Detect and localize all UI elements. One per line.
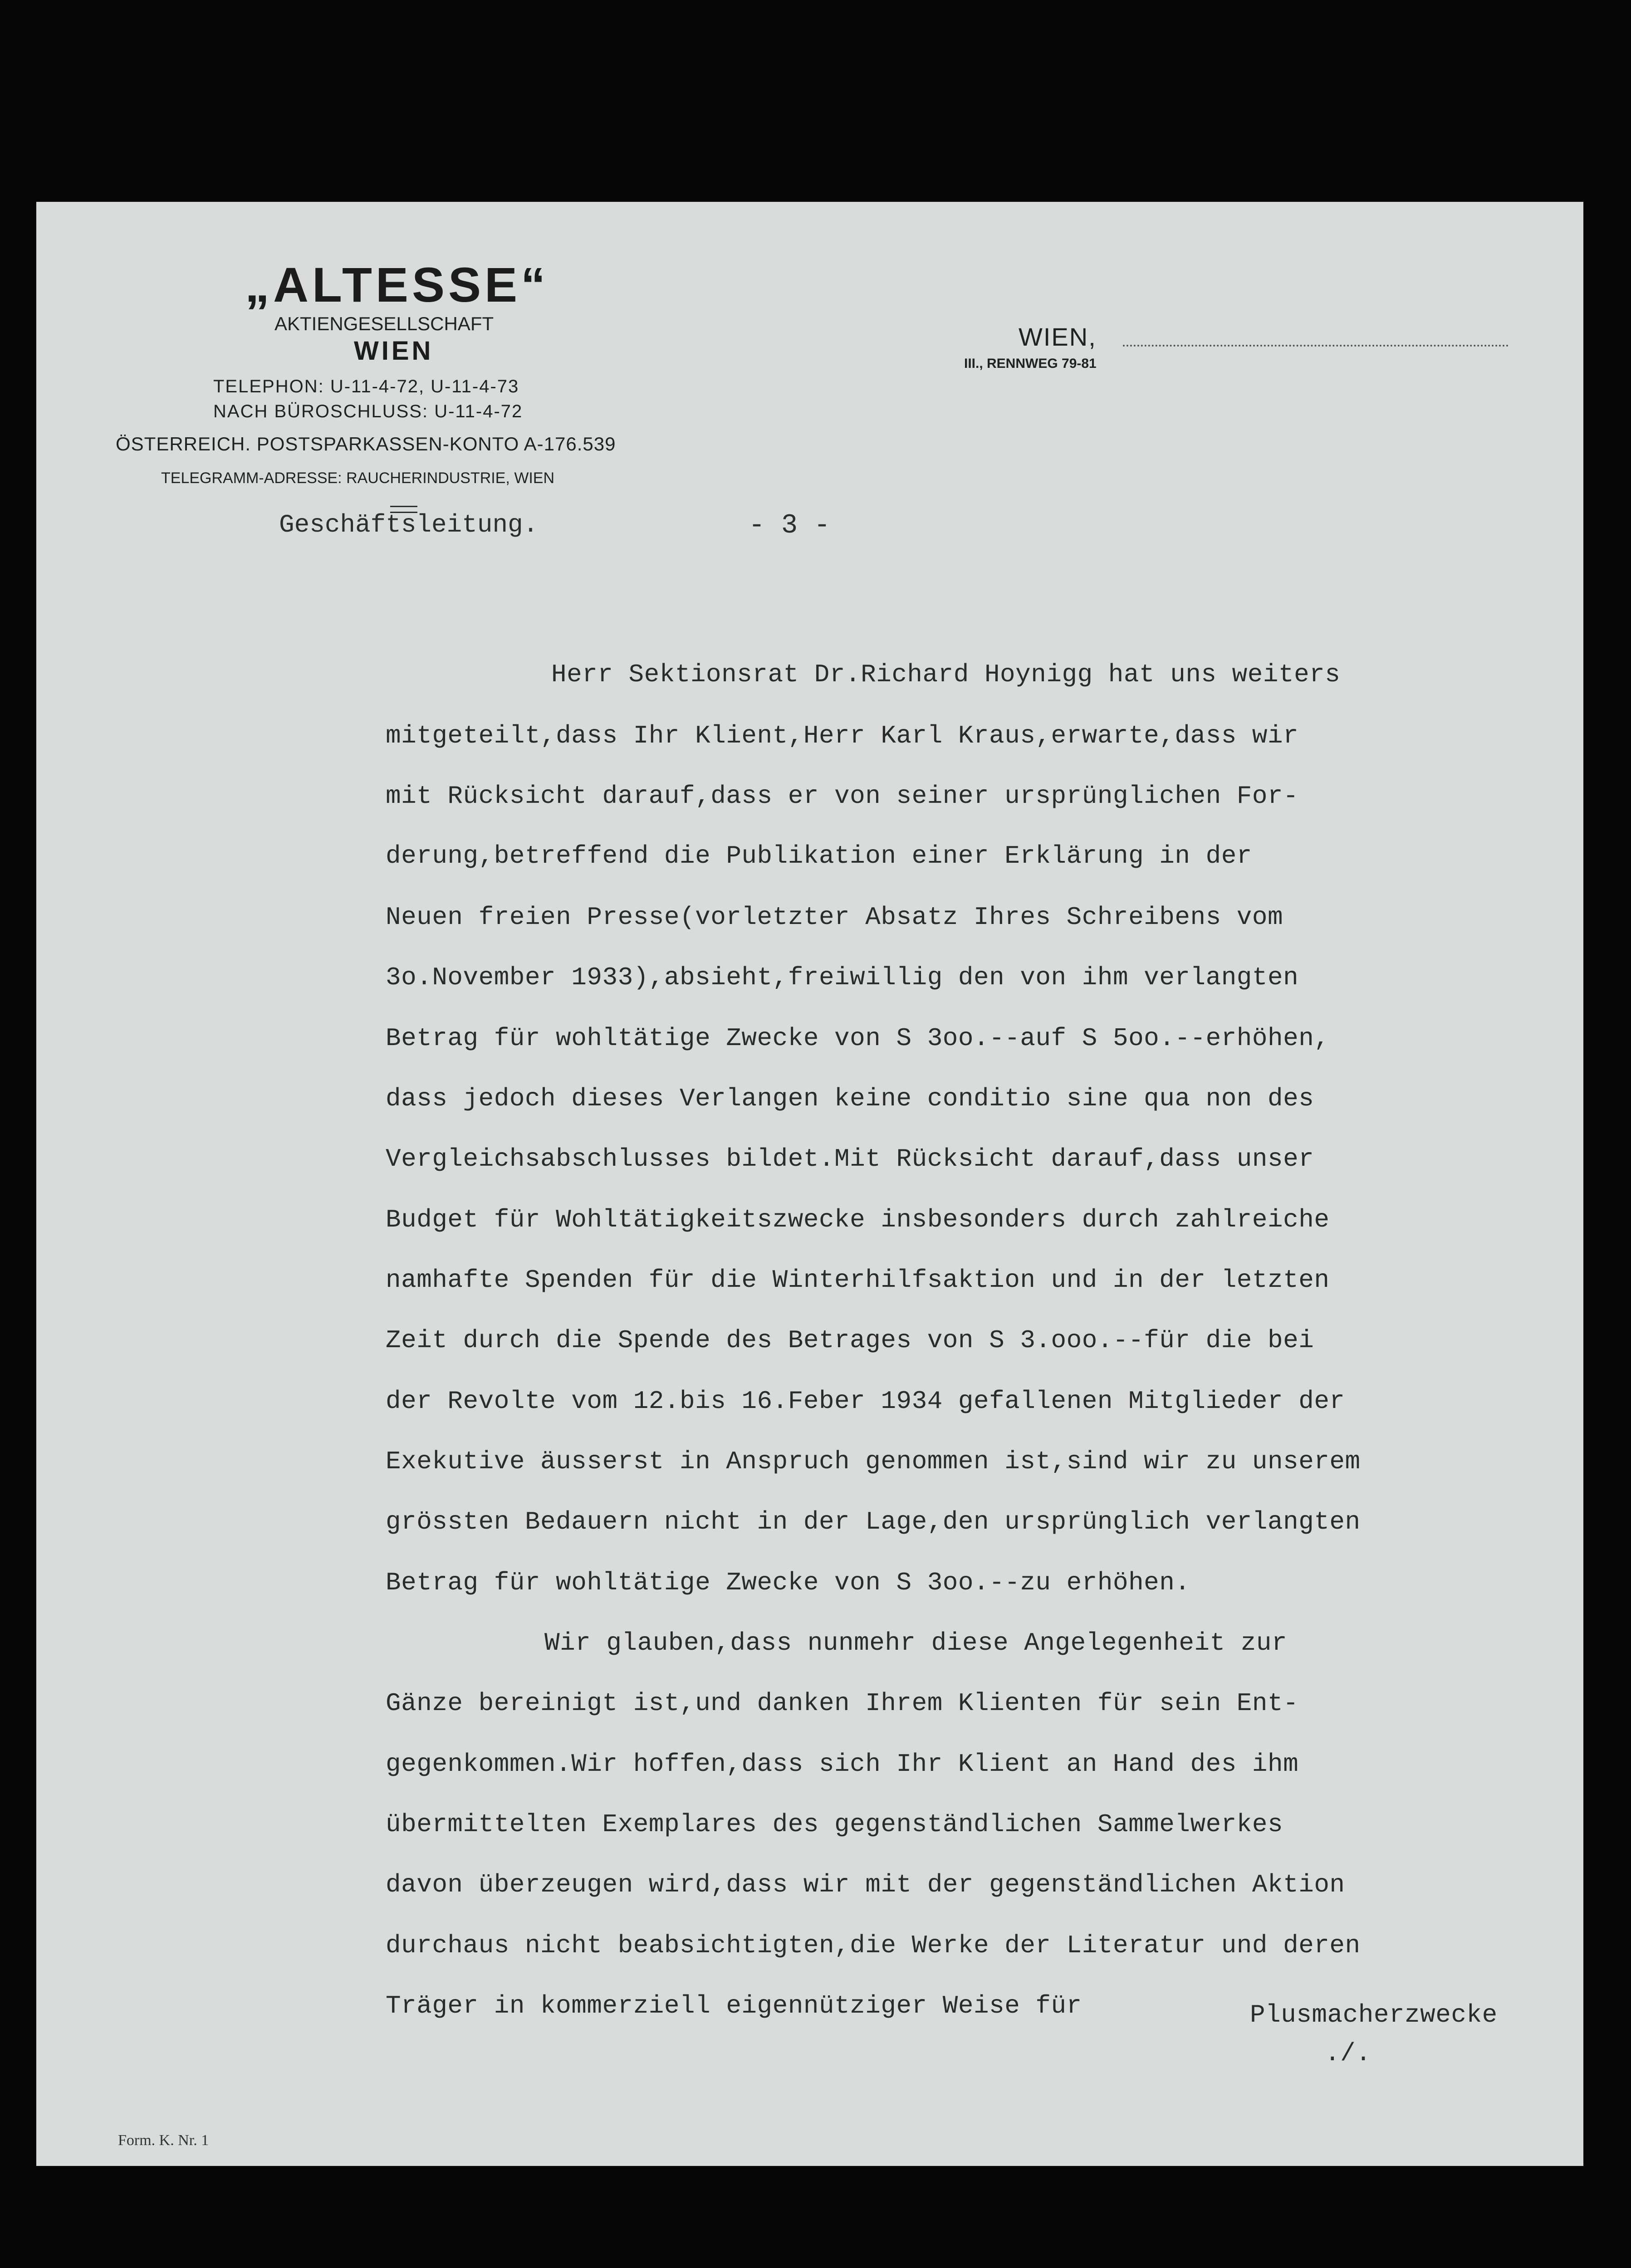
- body-line: der Revolte vom 12.bis 16.Feber 1934 gefallenen Mitglieder der: [386, 1387, 1345, 1416]
- body-line: Exekutive äusserst in Anspruch genommen ist,sind wir zu unserem: [386, 1447, 1361, 1476]
- telephone-line: TELEPHON: U-11-4-72, U-11-4-73: [213, 376, 519, 396]
- body-line: Zeit durch die Spende des Betrages von S 3.ooo.--für die bei: [386, 1326, 1314, 1355]
- body-line: durchaus nicht beabsichtigten,die Werke der Literatur und deren: [386, 1931, 1361, 1960]
- letter-page: [36, 202, 1583, 2166]
- after-hours-line: NACH BÜROSCHLUSS: U-11-4-72: [213, 401, 523, 421]
- body-line: mit Rücksicht darauf,dass er von seiner ursprünglichen For-: [386, 782, 1299, 811]
- body-line: derung,betreffend die Publikation einer Erklärung in der: [386, 841, 1252, 870]
- company-city: WIEN: [354, 336, 434, 366]
- body-line: davon überzeugen wird,dass wir mit der gegenständlichen Aktion: [386, 1870, 1345, 1899]
- street-address: III., RENNWEG 79-81: [964, 356, 1097, 371]
- body-line: Betrag für wohltätige Zwecke von S 3oo.--auf S 5oo.--erhöhen,: [386, 1024, 1330, 1053]
- body-line: namhafte Spenden für die Winterhilfsaktion und in der letzten: [386, 1266, 1330, 1295]
- company-subtitle: AKTIENGESELLSCHAFT: [274, 313, 494, 334]
- company-name: „ALTESSE“: [245, 257, 549, 312]
- page-number: - 3 -: [749, 510, 831, 541]
- body-line: übermittelten Exemplares des gegenständlichen Sammelwerkes: [386, 1810, 1283, 1839]
- body-line: dass jedoch dieses Verlangen keine conditio sine qua non des: [386, 1084, 1314, 1113]
- body-line: 3o.November 1933),absieht,freiwillig den von ihm verlangten: [386, 963, 1299, 992]
- date-dotted-line: [1123, 345, 1509, 347]
- body-line: Herr Sektionsrat Dr.Richard Hoynigg hat uns weiters: [551, 660, 1341, 689]
- body-line: Wir glauben,dass nunmehr diese Angelegenheit zur: [544, 1628, 1288, 1657]
- department-label: Geschäftsleitung.: [279, 510, 539, 539]
- body-line: mitgeteilt,dass Ihr Klient,Herr Karl Kraus,erwarte,dass wir: [386, 721, 1299, 750]
- postal-account-line: ÖSTERREICH. POSTSPARKASSEN-KONTO A-176.539: [116, 433, 616, 455]
- body-line: Träger in kommerziell eigennütziger Weise für: [386, 1991, 1082, 2020]
- form-number: Form. K. Nr. 1: [118, 2132, 209, 2149]
- telegram-address-line: TELEGRAMM-ADRESSE: RAUCHERINDUSTRIE, WIEN: [161, 469, 555, 487]
- body-line: grössten Bedauern nicht in der Lage,den ursprünglich verlangten: [386, 1507, 1361, 1536]
- umlaut-correction-mark: [390, 506, 417, 513]
- body-line: gegenkommen.Wir hoffen,dass sich Ihr Klient an Hand des ihm: [386, 1750, 1299, 1779]
- body-line: Plusmacherzwecke: [1250, 2000, 1498, 2029]
- body-line: Budget für Wohltätigkeitszwecke insbesonders durch zahlreiche: [386, 1205, 1330, 1234]
- continuation-mark: ./.: [1325, 2039, 1371, 2068]
- body-line: Neuen freien Presse(vorletzter Absatz Ihres Schreibens vom: [386, 903, 1283, 932]
- body-line: Gänze bereinigt ist,und danken Ihrem Klienten für sein Ent-: [386, 1689, 1299, 1718]
- body-line: Betrag für wohltätige Zwecke von S 3oo.--zu erhöhen.: [386, 1568, 1190, 1597]
- body-line: Vergleichsabschlusses bildet.Mit Rücksicht darauf,dass unser: [386, 1144, 1314, 1173]
- place-label: WIEN,: [1019, 323, 1097, 351]
